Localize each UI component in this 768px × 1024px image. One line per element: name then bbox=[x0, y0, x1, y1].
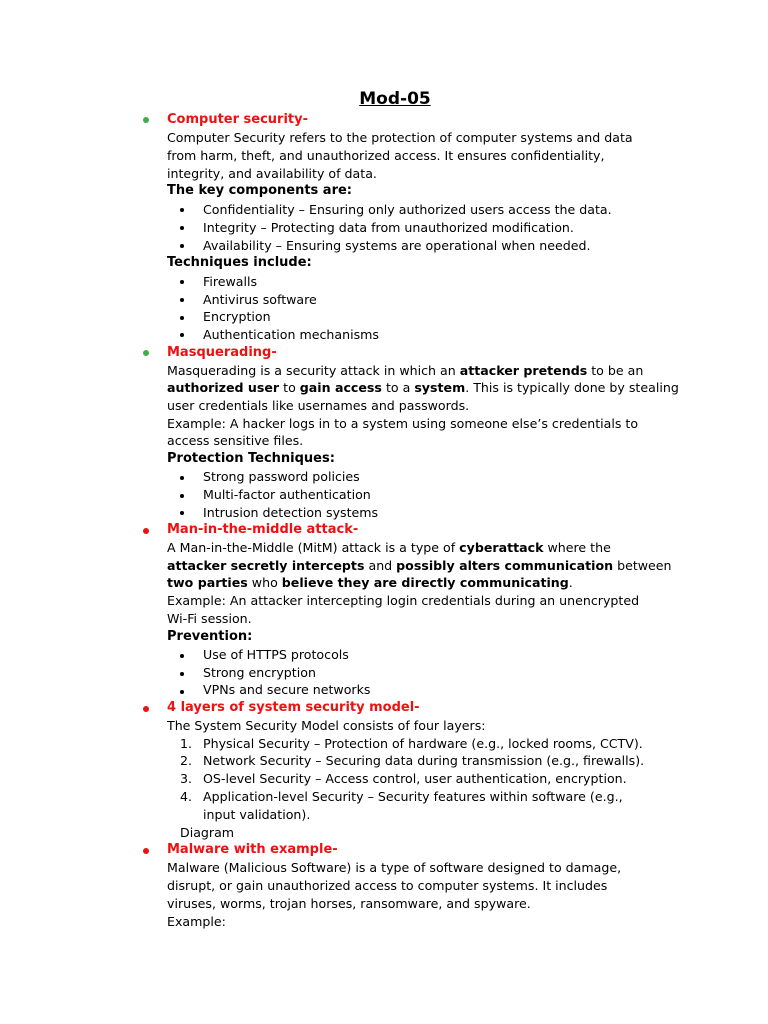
list-item: Availability – Ensuring systems are operational when needed. bbox=[203, 238, 591, 253]
list-item: Confidentiality – Ensuring only authorized users access the data. bbox=[203, 202, 612, 217]
list-item-continuation: input validation). bbox=[203, 807, 311, 822]
list-item: Firewalls bbox=[203, 274, 258, 289]
section-heading-layers: 4 layers of system security model- bbox=[167, 700, 420, 715]
section-heading-computer-security: Computer security- bbox=[167, 112, 309, 127]
bullet-icon bbox=[180, 244, 184, 248]
paragraph-line: Malware (Malicious Software) is a type of software designed to damage, bbox=[167, 860, 622, 875]
bullet-icon bbox=[180, 511, 184, 515]
list-item: Multi-factor authentication bbox=[203, 487, 371, 502]
paragraph-line: Computer Security refers to the protection of computer systems and data bbox=[167, 130, 633, 145]
list-item: OS-level Security – Access control, user authentication, encryption. bbox=[203, 771, 627, 786]
paragraph-line: viruses, worms, trojan horses, ransomware, and spyware. bbox=[167, 896, 531, 911]
page-title: Mod-05 bbox=[359, 89, 431, 109]
section-heading-malware: Malware with example- bbox=[167, 842, 338, 857]
red-bullet-icon bbox=[143, 706, 149, 712]
paragraph-line: Example: An attacker intercepting login credentials during an unencrypted bbox=[167, 593, 640, 608]
paragraph-line: user credentials like usernames and passwords. bbox=[167, 398, 470, 413]
section-heading-mitm: Man-in-the-middle attack- bbox=[167, 522, 359, 537]
example-label: Example: bbox=[167, 914, 226, 929]
subheading-techniques: Techniques include: bbox=[167, 255, 312, 270]
red-bullet-icon bbox=[143, 528, 149, 534]
list-item: Use of HTTPS protocols bbox=[203, 647, 349, 662]
subheading-key-components: The key components are: bbox=[167, 183, 353, 198]
paragraph-line: access sensitive files. bbox=[167, 433, 304, 448]
bullet-icon bbox=[180, 654, 184, 658]
paragraph-line: Wi-Fi session. bbox=[167, 611, 252, 626]
bullet-icon bbox=[180, 316, 184, 320]
list-item: Network Security – Securing data during transmission (e.g., firewalls). bbox=[203, 753, 645, 768]
bullet-icon bbox=[180, 672, 184, 676]
section-heading-masquerading: Masquerading- bbox=[167, 345, 277, 360]
bullet-icon bbox=[180, 298, 184, 302]
list-number: 4. bbox=[180, 789, 193, 804]
red-bullet-icon bbox=[143, 848, 149, 854]
list-number: 1. bbox=[180, 736, 193, 751]
paragraph-line: integrity, and availability of data. bbox=[167, 166, 377, 181]
bullet-icon bbox=[180, 494, 184, 498]
paragraph-line: attacker secretly intercepts and possibly alters communication between bbox=[167, 558, 672, 573]
list-item: Antivirus software bbox=[203, 292, 317, 307]
list-item: Authentication mechanisms bbox=[203, 327, 379, 342]
paragraph-line: A Man-in-the-Middle (MitM) attack is a type of cyberattack where the bbox=[167, 540, 611, 555]
green-bullet-icon bbox=[143, 117, 149, 123]
list-item: Encryption bbox=[203, 309, 271, 324]
subheading-protection: Protection Techniques: bbox=[167, 451, 335, 466]
bullet-icon bbox=[180, 476, 184, 480]
green-bullet-icon bbox=[143, 350, 149, 356]
paragraph-line: Masquerading is a security attack in which an attacker pretends to be an bbox=[167, 363, 644, 378]
list-item: Intrusion detection systems bbox=[203, 505, 379, 520]
paragraph-line: The System Security Model consists of four layers: bbox=[167, 718, 486, 733]
list-item: Strong encryption bbox=[203, 665, 316, 680]
list-item: Physical Security – Protection of hardware (e.g., locked rooms, CCTV). bbox=[203, 736, 643, 751]
list-number: 3. bbox=[180, 771, 193, 786]
list-item: Integrity – Protecting data from unauthorized modification. bbox=[203, 220, 574, 235]
bullet-icon bbox=[180, 333, 184, 337]
paragraph-line: authorized user to gain access to a system. This is typically done by stealing bbox=[167, 380, 679, 395]
paragraph-line: Example: A hacker logs in to a system using someone else’s credentials to bbox=[167, 416, 639, 431]
list-item: Application-level Security – Security features within software (e.g., bbox=[203, 789, 623, 804]
bullet-icon bbox=[180, 690, 184, 694]
bullet-icon bbox=[180, 208, 184, 212]
diagram-label: Diagram bbox=[180, 825, 235, 840]
bullet-icon bbox=[180, 226, 184, 230]
list-item: VPNs and secure networks bbox=[203, 682, 371, 697]
paragraph-line: disrupt, or gain unauthorized access to computer systems. It includes bbox=[167, 878, 608, 893]
bullet-icon bbox=[180, 280, 184, 284]
paragraph-line: two parties who believe they are directly communicating. bbox=[167, 575, 573, 590]
list-number: 2. bbox=[180, 753, 193, 768]
subheading-prevention: Prevention: bbox=[167, 629, 253, 644]
paragraph-line: from harm, theft, and unauthorized access. It ensures confidentiality, bbox=[167, 148, 605, 163]
list-item: Strong password policies bbox=[203, 469, 360, 484]
